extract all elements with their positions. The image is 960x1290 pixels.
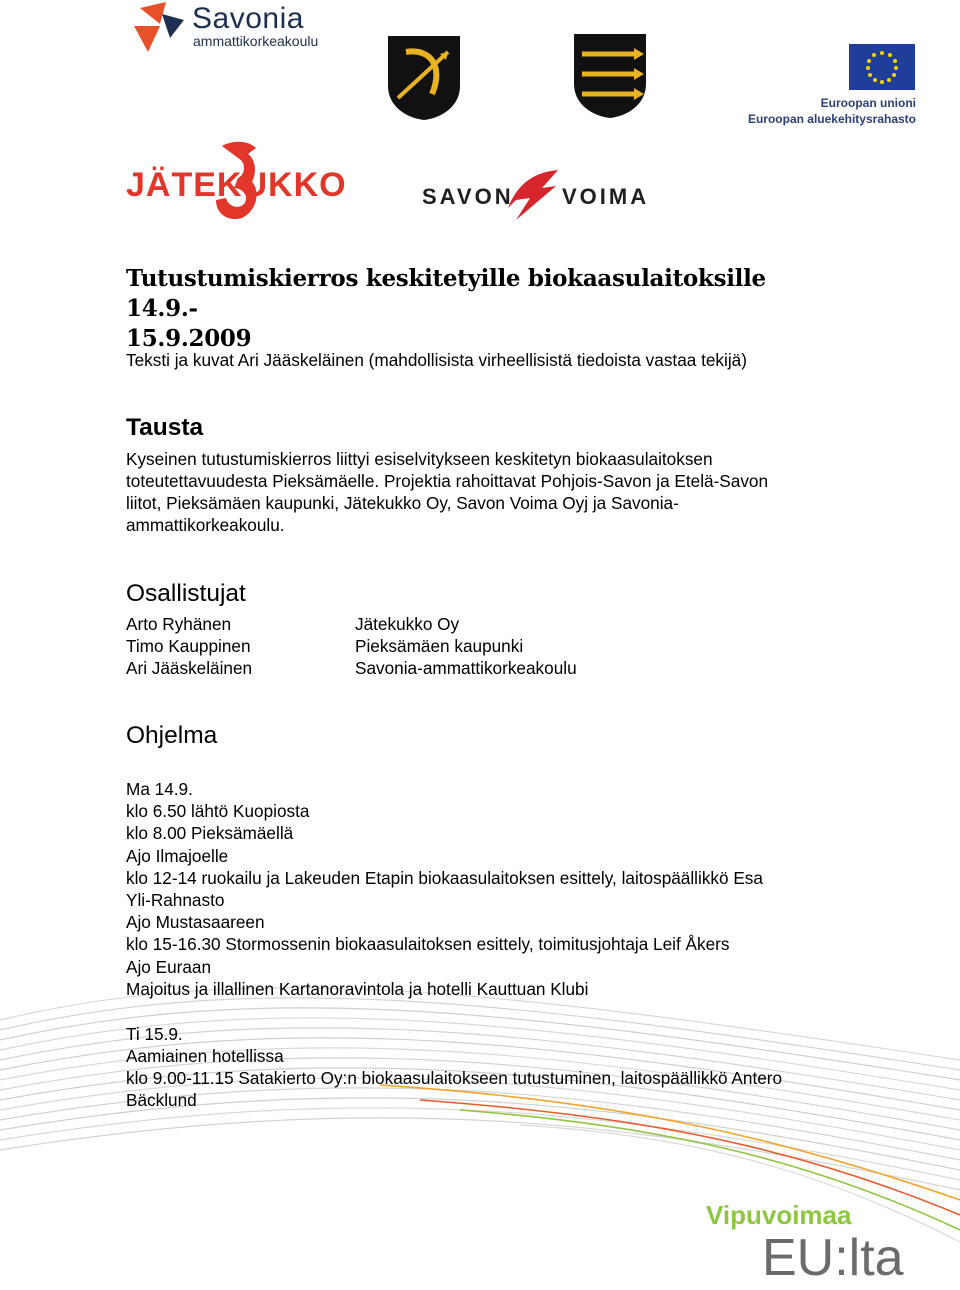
savon-voima-logo [420,164,650,224]
savonia-mark-icon [130,0,188,56]
savon-voima-right: VOIMA [562,184,650,209]
program-line: Bäcklund [126,1090,197,1110]
program-line: klo 15-16.30 Stormossenin biokaasulaitoksen esittely, toimitusjohtaja Leif Åkers [126,934,730,954]
eu-logo [746,44,922,130]
savonia-subtitle: ammattikorkeakoulu [193,33,319,49]
tausta-line: toteutettavuudesta Pieksämäelle. Projektia rahoittavat Pohjois-Savon ja Etelä-Savon [126,471,769,491]
participant-org: Pieksämäen kaupunki [355,636,524,656]
title-line-2: 15.9.2009 [126,325,252,352]
program-line: klo 8.00 Pieksämäellä [126,823,294,843]
participant-org: Jätekukko Oy [355,614,460,634]
document-title [126,264,826,354]
jatekukko-wordmark: JÄTEKUKKO [126,166,347,204]
participant-name: Timo Kauppinen [126,636,251,656]
program-line: Yli-Rahnasto [126,890,225,910]
participant-name: Arto Ryhänen [126,614,232,634]
lightning-icon [502,164,564,224]
savonia-name: Savonia [192,2,304,35]
program-line: Ajo Euraan [126,957,212,977]
vipuvoimaa-text: Vipuvoimaa [706,1200,852,1230]
tausta-line: ammattikorkeakoulu. [126,515,285,535]
program-line: Ajo Mustasaareen [126,912,265,932]
program-line: Ti 15.9. [126,1024,183,1044]
program-line: Aamiainen hotellissa [126,1046,284,1066]
ohjelma-heading: Ohjelma [126,722,218,749]
osallistujat-heading: Osallistujat [126,580,246,607]
byline: Teksti ja kuvat Ari Jääskeläinen (mahdollisista virheellisistä tiedoista vastaa tekijä) [126,350,747,370]
savonia-logo [130,0,330,58]
program-line: klo 6.50 lähtö Kuopiosta [126,801,310,821]
participant-name: Ari Jääskeläinen [126,658,253,678]
vipuvoimaa-eu-logo [700,1200,940,1290]
program-line: klo 12-14 ruokailu ja Lakeuden Etapin biokaasulaitoksen esittely, laitospäällikkö Esa [126,868,763,888]
tausta-line: Kyseinen tutustumiskierros liittyi esiselvitykseen keskitetyn biokaasulaitoksen [126,449,713,469]
jatekukko-logo [124,140,347,222]
eu-flag-icon [849,44,915,90]
mikkeli-crest-icon [572,32,648,120]
tausta-line: liitot, Pieksämäen kaupunki, Jätekukko Oy, Savon Voima Oyj ja Savonia- [126,493,679,513]
pieksamaki-crest-icon [386,34,462,122]
eu-line2: Euroopan aluekehitysrahasto [747,112,916,126]
program-line: Ma 14.9. [126,779,193,799]
tausta-heading: Tausta [126,414,204,441]
participant-org: Savonia-ammattikorkeakoulu [355,658,577,678]
program-line: Ajo Ilmajoelle [126,846,229,866]
eu-line1: Euroopan unioni [820,96,916,110]
program-line: Majoitus ja illallinen Kartanoravintola ja hotelli Kauttuan Klubi [126,979,589,999]
title-line-1: Tutustumiskierros keskitetyille biokaasulaitoksille 14.9.- [126,265,766,322]
savon-voima-left: SAVON [422,184,514,209]
program-line: klo 9.00-11.15 Satakierto Oy:n biokaasulaitokseen tutustuminen, laitospäällikkö Antero [126,1068,783,1088]
eu-lta-text: EU:lta [762,1229,904,1287]
